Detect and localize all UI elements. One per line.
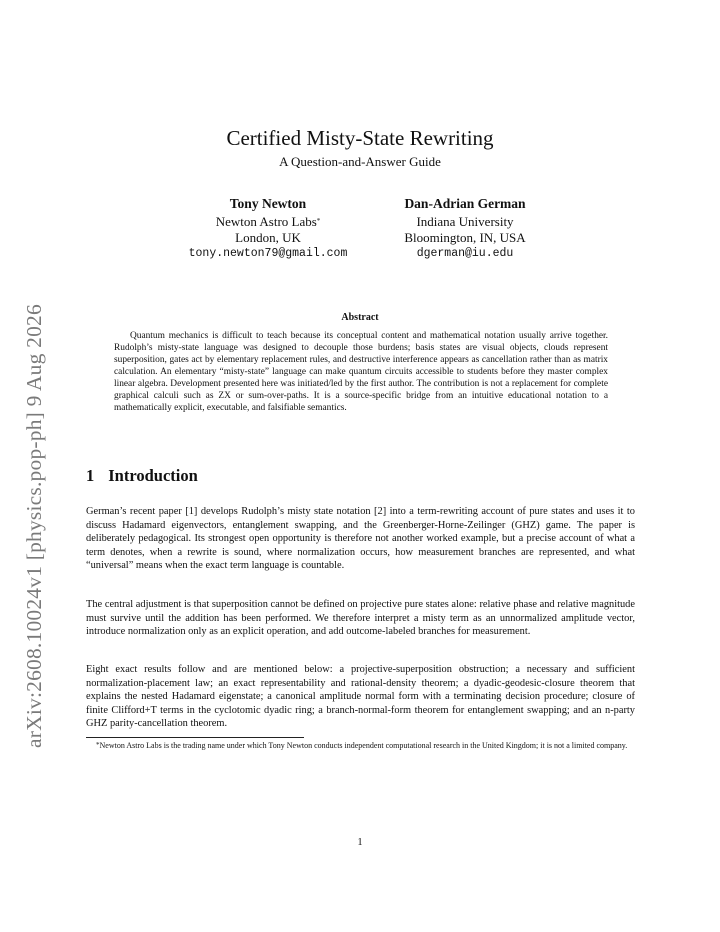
section-number: 1 [86, 466, 95, 485]
body-paragraph: German’s recent paper [1] develops Rudolph’s misty state notation [2] into a term-rewriting account of pure states and uses it to discuss Hadamard eigenvectors, entanglement swapping, and the Greenberger-Horne-Zeilinger (GHZ) game. The paper is deliberately pedagogical. Its strongest open opportunity is therefore not another worked example, but a precise account of what a term denotes, when a rewrite is sound, where normalization occurs, how measurement branches are represented, and what “universal” means when the exact term language is countable. [86, 506, 635, 572]
author-email[interactable]: tony.newton79@gmail.com [188, 247, 348, 260]
author-name: Dan-Adrian German [404, 196, 526, 211]
paper-title: Certified Misty-State Rewriting [226, 126, 494, 150]
author-affiliation: Indiana University [416, 214, 514, 229]
paper-subtitle: A Question-and-Answer Guide [279, 154, 441, 169]
abstract-text: Quantum mechanics is difficult to teach because its conceptual content and mathematical notation usually arrive together. Rudolph’s misty-state language was designed to decouple those burdens; basis states are visual objects, clouds represent superposition, gates act by elementary replacement rules, and destructive interference appears as cancellation rather than as matrix calculation. An elementary “misty-state” language can make quantum circuits accessible to students before they master complex linear algebra. Development presented here was initiated/led by the first author. The contribution is not a replacement for complete graphical calculi such as ZX or sum-over-paths. It is a source-specific bridge from an intuitive educational notation to a mathematically explicit, executable, and falsifiable semantics. [114, 331, 608, 413]
author-affiliation: Newton Astro Labs* [215, 214, 321, 229]
author-email[interactable]: dgerman@iu.edu [416, 247, 514, 260]
arxiv-identifier: arXiv:2608.10024v1 [physics.pop-ph] 9 Aug 2026 [22, 304, 46, 748]
footnote-mark: * [316, 217, 321, 225]
footnote [86, 741, 635, 752]
page-number: 1 [357, 837, 363, 848]
abstract-heading: Abstract [341, 312, 379, 323]
author-block-1 [183, 196, 353, 262]
author-name: Tony Newton [229, 196, 307, 211]
body-paragraph: Eight exact results follow and are mentioned below: a projective-superposition obstruction; a necessary and sufficient normalization-placement law; an exact representability and rational-density theorem; a dyadic-geodesic-closure theorem that explains the nested Hadamard eigenstate; a canonical amplitude normal form with a terminating decision procedure; closure of finite Clifford+T terms in the cyclotomic dyadic ring; a branch-normal-form theorem for entanglement swapping; and an n-party GHZ parity-cancellation theorem. [86, 664, 635, 730]
section-title: Introduction [108, 466, 198, 485]
body-paragraph: The central adjustment is that superposition cannot be defined on projective pure states alone: relative phase and relative magnitude must survive until the addition has been performed. We therefore interpret a misty term as an unnormalized amplitude vector, introduce normalization only as an explicit operation, and add outcome-labeled branches for measurement. [86, 599, 635, 638]
section-heading [86, 466, 198, 486]
footnote-rule [86, 737, 304, 738]
author-location: London, UK [235, 230, 301, 245]
author-block-2 [378, 196, 552, 262]
author-location: Bloomington, IN, USA [404, 230, 526, 245]
footnote-text: Newton Astro Labs is the trading name under which Tony Newton conducts independent computational research in the United Kingdom; it is not a limited company. [99, 741, 628, 750]
footnote-mark: * [96, 741, 100, 749]
